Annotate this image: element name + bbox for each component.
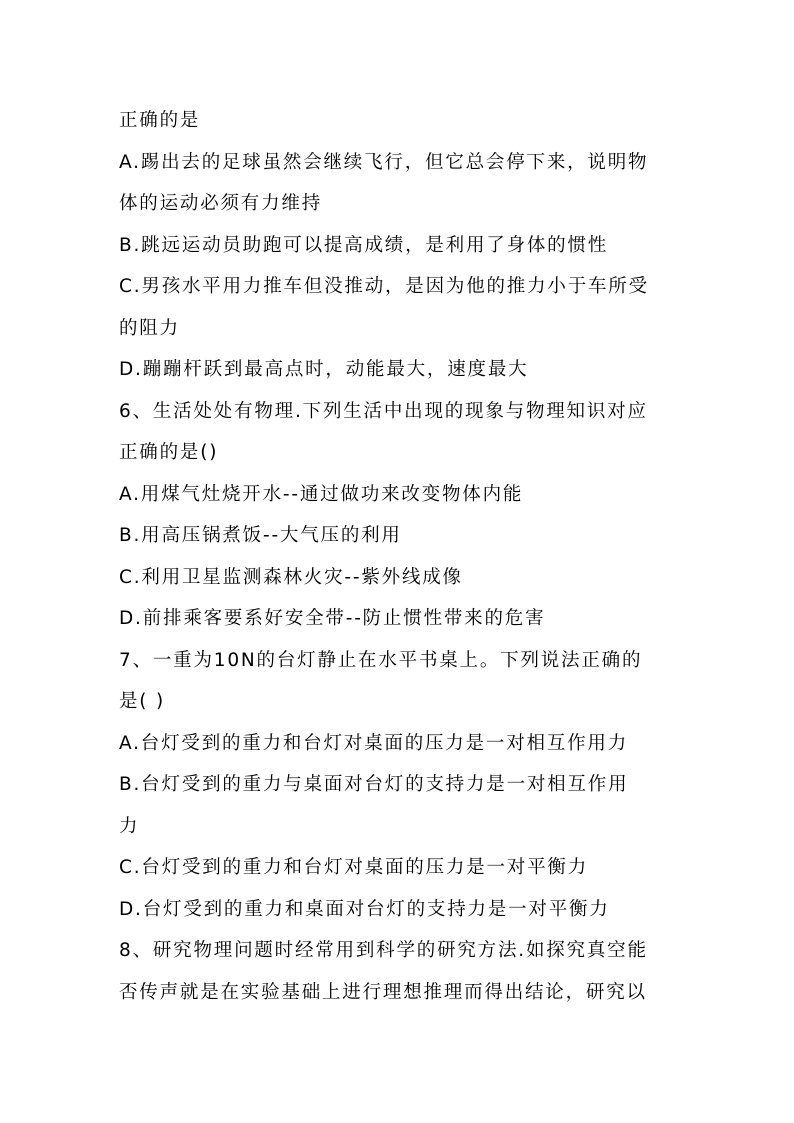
- text-line: 正确的是: [119, 110, 201, 131]
- q8-stem-line-2: 否传声就是在实验基础上进行理想推理而得出结论，研究以: [119, 981, 647, 1003]
- q7-option-b-line-1: B.台灯受到的重力与桌面对台灯的支持力是一对相互作用: [119, 774, 629, 795]
- q5-option-b: B.跳远运动员助跑可以提高成绩，是利用了身体的惯性: [119, 234, 609, 256]
- q6-option-d: D.前排乘客要系好安全带--防止惯性带来的危害: [119, 608, 546, 629]
- q5-option-a-line-1: A.踢出去的足球虽然会继续飞行，但它总会停下来，说明物: [119, 151, 649, 173]
- q7-stem-line-2: 是( ): [119, 691, 166, 712]
- q7-stem-line-1: 7、一重为10N的台灯静止在水平书桌上。下列说法正确的: [119, 649, 643, 671]
- q7-option-b-line-2: 力: [119, 815, 140, 837]
- q7-option-d: D.台灯受到的重力和桌面对台灯的支持力是一对平衡力: [119, 898, 610, 920]
- document-body: [119, 100, 679, 1013]
- q5-option-d: D.蹦蹦杆跃到最高点时，动能最大，速度最大: [119, 359, 529, 380]
- q6-option-a: A.用煤气灶烧开水--通过做功来改变物体内能: [119, 483, 524, 505]
- q6-stem-line-1: 6、生活处处有物理.下列生活中出现的现象与物理知识对应: [119, 400, 648, 422]
- q5-option-c-line-2: 的阻力: [119, 317, 180, 339]
- q5-option-c-line-1: C.男孩水平用力推车但没推动，是因为他的推力小于车所受: [119, 276, 649, 297]
- q5-option-a-line-2: 体的运动必须有力维持: [119, 193, 323, 214]
- q7-option-c: C.台灯受到的重力和台灯对桌面的压力是一对平衡力: [119, 857, 588, 878]
- q7-option-a: A.台灯受到的重力和台灯对桌面的压力是一对相互作用力: [119, 732, 629, 754]
- q6-option-c: C.利用卫星监测森林火灾--紫外线成像: [119, 566, 463, 588]
- q8-stem-line-1: 8、研究物理问题时经常用到科学的研究方法.如探究真空能: [119, 940, 648, 961]
- q6-option-b: B.用高压锅煮饭--大气压的利用: [119, 525, 402, 546]
- q6-stem-line-2: 正确的是(): [119, 442, 219, 463]
